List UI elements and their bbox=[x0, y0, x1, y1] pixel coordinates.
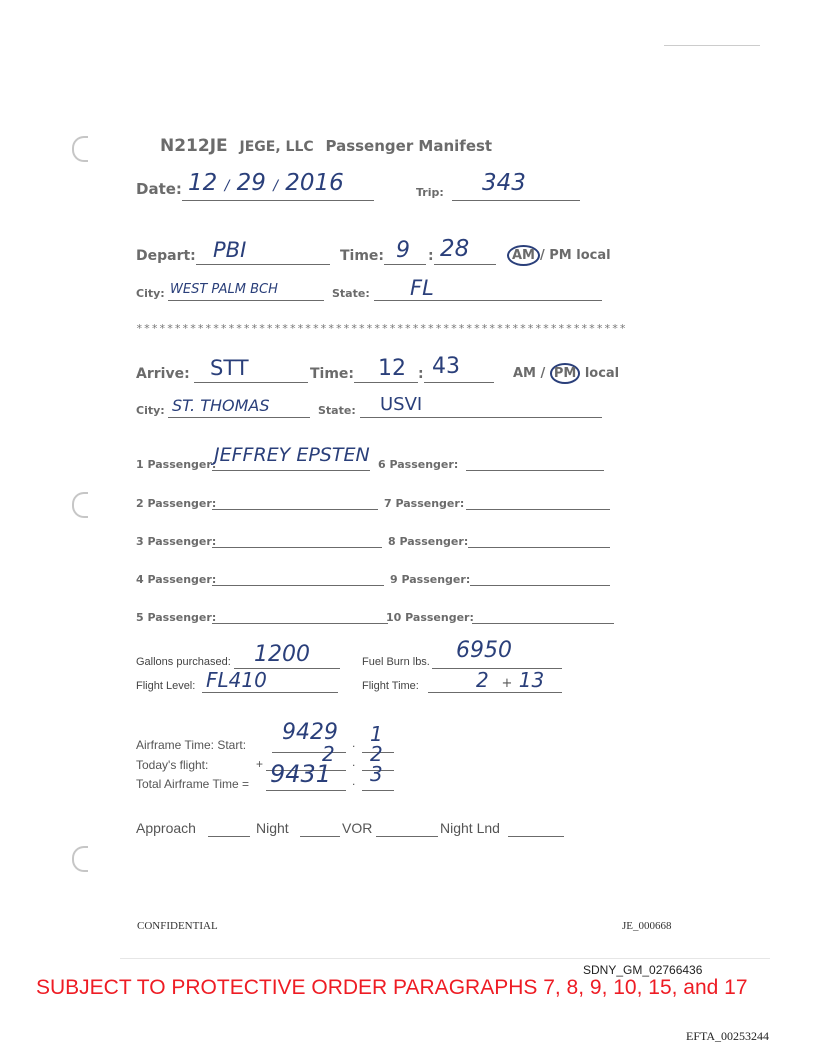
passenger-6-label: 6 Passenger: bbox=[378, 458, 459, 471]
flight-time-label: Flight Time: bbox=[362, 680, 419, 692]
arrive-value: STT bbox=[210, 356, 249, 380]
passenger-8-label: 8 Passenger: bbox=[388, 535, 469, 548]
passenger-7-line bbox=[466, 509, 610, 510]
approach-line bbox=[208, 836, 250, 837]
todays-flight-label: Today's flight: bbox=[136, 758, 209, 772]
airframe-start-value: 9429 bbox=[282, 720, 338, 745]
night-lnd-line bbox=[508, 836, 564, 837]
passenger-10-line bbox=[472, 623, 614, 624]
trip-value: 343 bbox=[482, 170, 526, 196]
total-airframe-label: Total Airframe Time = bbox=[136, 777, 250, 791]
arrive-city-value: ST. THOMAS bbox=[172, 396, 270, 415]
passenger-9-line bbox=[470, 585, 610, 586]
trip-label: Trip: bbox=[416, 186, 444, 199]
form-header bbox=[160, 136, 492, 156]
arrive-state-value: USVI bbox=[380, 394, 423, 415]
arrive-state-line bbox=[360, 417, 602, 418]
arrive-line bbox=[194, 382, 308, 383]
depart-state-label: State: bbox=[332, 287, 370, 300]
binder-hole-top bbox=[72, 136, 88, 162]
date-line bbox=[182, 200, 374, 201]
binder-hole-bottom bbox=[72, 846, 88, 872]
arrive-time-label: Time: bbox=[310, 366, 355, 382]
efta-number: EFTA_00253244 bbox=[686, 1029, 770, 1043]
bates-number: JE_000668 bbox=[622, 920, 672, 932]
arrive-hour-line bbox=[354, 382, 418, 383]
arrive-pm-circled: PM bbox=[550, 363, 580, 384]
todays-flight-plus: + bbox=[256, 757, 264, 771]
passenger-2-label: 2 Passenger: bbox=[136, 497, 217, 510]
protective-order-notice: SUBJECT TO PROTECTIVE ORDER PARAGRAPHS 7, 8, 9, 10, 15, and 17 bbox=[36, 976, 748, 999]
vor-line bbox=[376, 836, 438, 837]
flight-level-value: FL410 bbox=[206, 668, 267, 692]
flight-level-label: Flight Level: bbox=[136, 680, 196, 692]
total-airframe-decimal: 3 bbox=[370, 762, 383, 786]
passenger-1-label: 1 Passenger: bbox=[136, 458, 217, 471]
flight-time-value: 2 + 13 bbox=[476, 668, 545, 692]
arrive-city-line bbox=[168, 417, 310, 418]
arrive-label: Arrive: bbox=[136, 366, 190, 382]
gallons-label: Gallons purchased: bbox=[136, 656, 231, 668]
depart-colon: : bbox=[428, 248, 434, 264]
passenger-7-label: 7 Passenger: bbox=[384, 497, 465, 510]
arrive-colon: : bbox=[418, 366, 424, 382]
total-airframe-dot: . bbox=[352, 774, 356, 788]
fuel-burn-value: 6950 bbox=[456, 638, 512, 663]
total-airframe-line bbox=[266, 790, 346, 791]
depart-line bbox=[196, 264, 330, 265]
depart-am-circled: AM bbox=[507, 245, 540, 266]
passenger-4-label: 4 Passenger: bbox=[136, 573, 217, 586]
todays-flight-value: 2 bbox=[322, 742, 335, 766]
passenger-1-line bbox=[212, 470, 370, 471]
depart-state-line bbox=[374, 300, 602, 301]
passenger-2-line bbox=[212, 509, 378, 510]
form-title: Passenger Manifest bbox=[325, 137, 493, 155]
vor-label: VOR bbox=[342, 820, 373, 836]
passenger-10-label: 10 Passenger: bbox=[386, 611, 474, 624]
confidential-label: CONFIDENTIAL bbox=[137, 920, 218, 932]
night-line bbox=[300, 836, 340, 837]
approach-label: Approach bbox=[136, 820, 196, 836]
night-label: Night bbox=[256, 820, 289, 836]
airframe-start-label: Airframe Time: Start: bbox=[136, 738, 247, 752]
depart-minute: 28 bbox=[440, 236, 470, 262]
date-value: 12 / 29 / 2016 bbox=[188, 170, 344, 196]
airframe-start-decimal: 1 bbox=[370, 722, 383, 746]
depart-city-value: WEST PALM BCH bbox=[170, 282, 278, 297]
depart-hour: 9 bbox=[396, 238, 410, 263]
arrive-hour: 12 bbox=[378, 356, 406, 381]
passenger-3-label: 3 Passenger: bbox=[136, 535, 217, 548]
passenger-5-label: 5 Passenger: bbox=[136, 611, 217, 624]
passenger-4-line bbox=[212, 585, 384, 586]
total-airframe-dec-line bbox=[362, 790, 394, 791]
passenger-9-label: 9 Passenger: bbox=[390, 573, 471, 586]
depart-hour-line bbox=[384, 264, 426, 265]
depart-ampm: AM / PM local bbox=[507, 248, 611, 263]
tail-number: N212JE bbox=[160, 136, 228, 156]
arrive-minute: 43 bbox=[432, 354, 460, 379]
todays-flight-dot: . bbox=[352, 755, 356, 769]
separator-asterisks: **************************************************************** bbox=[136, 322, 628, 335]
depart-city-line bbox=[168, 300, 324, 301]
total-airframe-value: 9431 bbox=[270, 760, 332, 788]
arrive-state-label: State: bbox=[318, 404, 356, 417]
flight-level-line bbox=[202, 692, 338, 693]
arrive-city-label: City: bbox=[136, 404, 165, 417]
airframe-start-dot: . bbox=[352, 736, 356, 750]
scan-edge bbox=[120, 958, 770, 959]
sdny-stamp: SDNY_GM_02766436 bbox=[583, 963, 703, 977]
passenger-6-line bbox=[466, 470, 604, 471]
depart-time-label: Time: bbox=[340, 248, 385, 264]
depart-label: Depart: bbox=[136, 248, 196, 264]
depart-minute-line bbox=[434, 264, 496, 265]
depart-city-label: City: bbox=[136, 287, 165, 300]
todays-flight-decimal: 2 bbox=[370, 742, 383, 766]
arrive-minute-line bbox=[424, 382, 494, 383]
passenger-3-line bbox=[212, 547, 382, 548]
airframe-start-line bbox=[272, 752, 346, 753]
depart-state-value: FL bbox=[410, 276, 434, 300]
flight-time-line bbox=[428, 692, 562, 693]
depart-value: PBI bbox=[213, 238, 247, 262]
passenger-8-line bbox=[468, 547, 610, 548]
gallons-value: 1200 bbox=[254, 642, 310, 667]
fuel-burn-label: Fuel Burn lbs. bbox=[362, 656, 430, 668]
passenger-1-value: JEFFREY EPSTEN bbox=[214, 444, 370, 466]
passenger-5-line bbox=[212, 623, 388, 624]
company-name: JEGE, LLC bbox=[239, 139, 314, 155]
date-label: Date: bbox=[136, 180, 182, 198]
night-lnd-label: Night Lnd bbox=[440, 820, 500, 836]
scan-mark bbox=[664, 45, 760, 46]
trip-line bbox=[452, 200, 580, 201]
arrive-ampm: AM / PM local bbox=[513, 366, 619, 381]
binder-hole-middle bbox=[72, 492, 88, 518]
